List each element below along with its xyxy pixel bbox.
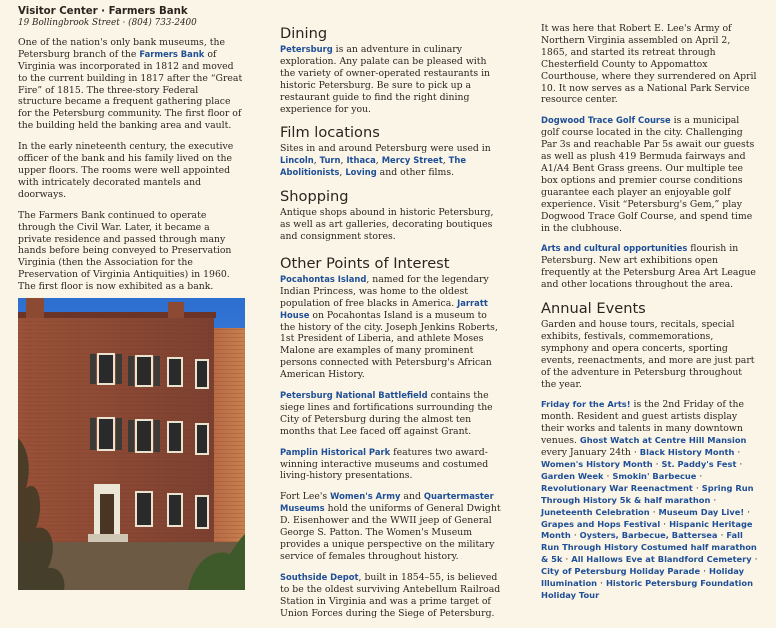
event-separator: ·: [570, 530, 580, 542]
friday-for-the-arts-link[interactable]: Friday for the Arts!: [541, 399, 631, 410]
text: on Pocahontas Island is a museum to the history of the city. Joseph Jenkins Roberts, 1st President of Liberia, and athlete Moses Malone are examples of many prominent persons connected with Petersburg's African American History.: [280, 309, 498, 381]
event-separator: ·: [603, 470, 613, 482]
other-points-heading: Other Points of Interest: [280, 254, 450, 272]
event-separator: ·: [710, 494, 717, 506]
event-link[interactable]: Historic Petersburg Foundation Holiday Tour: [541, 578, 753, 600]
southside-paragraph: [280, 572, 504, 620]
event-separator: ·: [751, 554, 758, 566]
farmers-bank-building-image: [18, 298, 245, 590]
film-paragraph: [280, 143, 504, 179]
petersburg-national-battlefield-link[interactable]: Petersburg National Battlefield: [280, 390, 428, 401]
separator: ,: [442, 155, 449, 167]
event-link[interactable]: Holiday Illumination: [541, 566, 745, 589]
quartermaster-museums-link[interactable]: Quartermaster Museums: [280, 491, 494, 514]
visitor-center-paragraph-3: The Farmers Bank continued to operate through the Civil War. Later, it became a private residence and passed through many hands before being conveyed to Preservation Virginia (then the Association for the Preservation of Virginia Antiquities) in 1960. The first floor is now exhibited as a bank.: [18, 209, 232, 293]
golf-paragraph: [541, 115, 759, 234]
event-link[interactable]: Black History Month: [639, 447, 735, 458]
text: and other films.: [376, 167, 455, 179]
fort-lee-paragraph: [280, 491, 504, 562]
annual-events-heading: Annual Events: [541, 300, 646, 318]
jarratt-house-link[interactable]: Jarratt House: [280, 297, 488, 320]
text: contains the siege lines and fortifications surrounding the City of Petersburg during the almost ten months that Lee faced off against Grant.: [280, 390, 493, 437]
column-events: [541, 23, 759, 611]
shopping-heading: Shopping: [280, 188, 349, 206]
event-separator: ·: [744, 506, 751, 518]
events-paragraph: [541, 399, 759, 601]
shopping-paragraph: Antique shops abound in historic Petersburg, as well as art galleries, decorating boutiques and consignment stores.: [280, 207, 494, 242]
visitor-center-title: Visitor Center · Farmers Bank: [18, 6, 188, 17]
arts-cultural-link[interactable]: Arts and cultural opportunities: [541, 243, 688, 254]
dogwood-trace-golf-course-link[interactable]: Dogwood Trace Golf Course: [541, 115, 671, 126]
event-link[interactable]: City of Petersburg Holiday Parade: [541, 566, 701, 577]
pamplin-historical-park-link[interactable]: Pamplin Historical Park: [280, 446, 391, 457]
column-visitor-center: [18, 0, 244, 302]
ghost-watch-link[interactable]: Ghost Watch at Centre Hill Mansion: [579, 435, 747, 446]
event-separator: ·: [736, 459, 743, 470]
film-link-ithaca[interactable]: Ithaca: [346, 155, 376, 166]
farmers-bank-link[interactable]: Farmers Bank: [139, 48, 205, 59]
dining-heading: Dining: [280, 25, 328, 42]
petersburg-link[interactable]: Petersburg: [280, 44, 333, 54]
farmers-bank-photo: [18, 298, 245, 590]
film-link-the-abolitionists[interactable]: The Abolitionists: [280, 155, 467, 178]
film-link-lincoln[interactable]: Lincoln: [280, 155, 314, 166]
pocahontas-island-link[interactable]: Pocahontas Island: [280, 273, 367, 284]
event-link[interactable]: Garden Week: [541, 470, 604, 481]
event-link[interactable]: Women's History Month: [541, 459, 653, 469]
dining-paragraph: [280, 44, 504, 115]
womens-army-link[interactable]: Women's Army: [330, 491, 401, 502]
text: features two award-winning interactive museums and costumed living-history presentations.: [280, 446, 489, 482]
text: is a municipal golf course located in the city. Challenging Par 3s and reachable Par 5s await our guests as well as plush 419 Bermuda fairways and A1/A4 Bent Grass greens. Our multiple tee box options and premier course conditions guarantee each player an enjoyable golf experience. Visit “Petersburg's Gem,” play Dogwood Trace Golf Course, and spend time in the clubhouse.: [541, 115, 755, 234]
events-intro: Garden and house tours, recitals, special exhibits, festivals, commemorations, symphony and opera concerts, sporting events, reenactments, and more are just part of the adventure in Petersburg throughout the year.: [541, 319, 755, 390]
pocahontas-paragraph: [280, 274, 504, 381]
text: every January 24th: [541, 447, 631, 459]
text: of Virginia was incorporated in 1812 and moved to the current building in 1817 after the “Great Fire” of 1815. The three-story Federal structure became a frequent gathering place for the Petersburg community. The first floor of the building held the banking area and vault.: [18, 48, 243, 132]
text: hold the uniforms of General Dwight D. Eisenhower and the WWII jeep of General George S. Patton. The Women's Museum provides a unique perspective on the military service of females throughout history.: [280, 503, 501, 562]
event-separator: ·: [700, 566, 709, 578]
battlefield-paragraph: [280, 390, 504, 438]
event-link[interactable]: Revolutionary War Reenactment: [541, 482, 693, 493]
event-separator: ·: [692, 482, 702, 494]
event-separator: ·: [734, 447, 741, 459]
text: , built in 1854–55, is believed to be the oldest surviving Antebellum Railroad Station in Virginia and was a prime target of Union Forces during the Siege of Petersburg.: [280, 571, 501, 619]
southside-depot-link[interactable]: Southside Depot: [280, 571, 359, 582]
event-separator: ·: [696, 470, 703, 482]
event-separator: ·: [597, 578, 606, 590]
event-separator: ·: [630, 447, 640, 459]
visitor-center-paragraph-1: [18, 37, 244, 132]
event-link[interactable]: All Hallows Eve at Blandford Cemetery: [571, 554, 752, 565]
film-link-loving[interactable]: Loving: [345, 167, 377, 178]
separator: ,: [339, 167, 346, 179]
event-link[interactable]: Juneteenth Celebration: [541, 506, 650, 517]
separator: ,: [340, 155, 347, 167]
separator: ,: [375, 155, 382, 167]
film-locations-heading: Film locations: [280, 124, 380, 142]
text: One of the nation's only bank museums, the Petersburg branch of the: [18, 36, 225, 60]
text: is the 2nd Friday of the month. Resident and guest artists display their works and talents in many downtown venues.: [541, 399, 744, 447]
event-link[interactable]: Fall Run Through History Costumed half marathon & 5k: [541, 530, 757, 565]
text: is an adventure in culinary exploration. Any palate can be pleased with the variety of owner-operated restaurants in historic Petersburg. Be sure to pick up a restaurant guide to find the right dining experience for you.: [280, 44, 491, 115]
arts-paragraph: [541, 243, 759, 291]
event-link[interactable]: Smokin' Barbecue: [612, 470, 697, 481]
event-separator: ·: [652, 459, 662, 470]
event-link[interactable]: Spring Run Through History 5k & half marathon: [541, 482, 754, 505]
text: Sites in and around Petersburg were used in: [280, 143, 491, 155]
text: flourish in Petersburg. New art exhibitions open frequently at the Petersburg Area Art League and other locations throughout the area.: [541, 243, 756, 291]
visitor-center-paragraph-2: In the early nineteenth century, the executive officer of the bank and his family lived on the upper floors. The rooms were well appointed with intricately decorated mantels and doorways.: [18, 141, 234, 200]
event-list: [541, 447, 758, 601]
pamplin-paragraph: [280, 447, 504, 483]
lee-army-paragraph: It was here that Robert E. Lee's Army of Northern Virginia assembled on April 2, 1865, and started its retreat through Chesterfield County to Appomattox Courthouse, where they surrendered on April 10. It now serves as a National Park Service resource center.: [541, 23, 757, 106]
event-link[interactable]: St. Paddy's Fest: [661, 459, 737, 469]
text: and: [400, 491, 424, 503]
film-link-mercy-street[interactable]: Mercy Street: [381, 155, 443, 166]
event-separator: ·: [717, 530, 727, 542]
text: , named for the legendary Indian Princess, was home to the oldest population of free blacks in America.: [280, 273, 489, 309]
event-separator: ·: [660, 518, 670, 530]
text: Fort Lee's: [280, 491, 331, 503]
column-attractions: [280, 0, 504, 628]
event-separator: ·: [649, 506, 659, 518]
event-separator: ·: [562, 554, 572, 566]
film-link-turn[interactable]: Turn: [319, 155, 341, 166]
event-link[interactable]: Museum Day Live!: [658, 506, 745, 517]
separator: ,: [313, 155, 320, 167]
event-link[interactable]: Oysters, Barbecue, Battersea: [579, 530, 718, 541]
visitor-center-address: 19 Bollingbrook Street · (804) 733-2400: [18, 18, 197, 28]
event-link[interactable]: Hispanic Heritage Month: [541, 518, 753, 541]
event-link[interactable]: Grapes and Hops Festival: [541, 518, 661, 529]
